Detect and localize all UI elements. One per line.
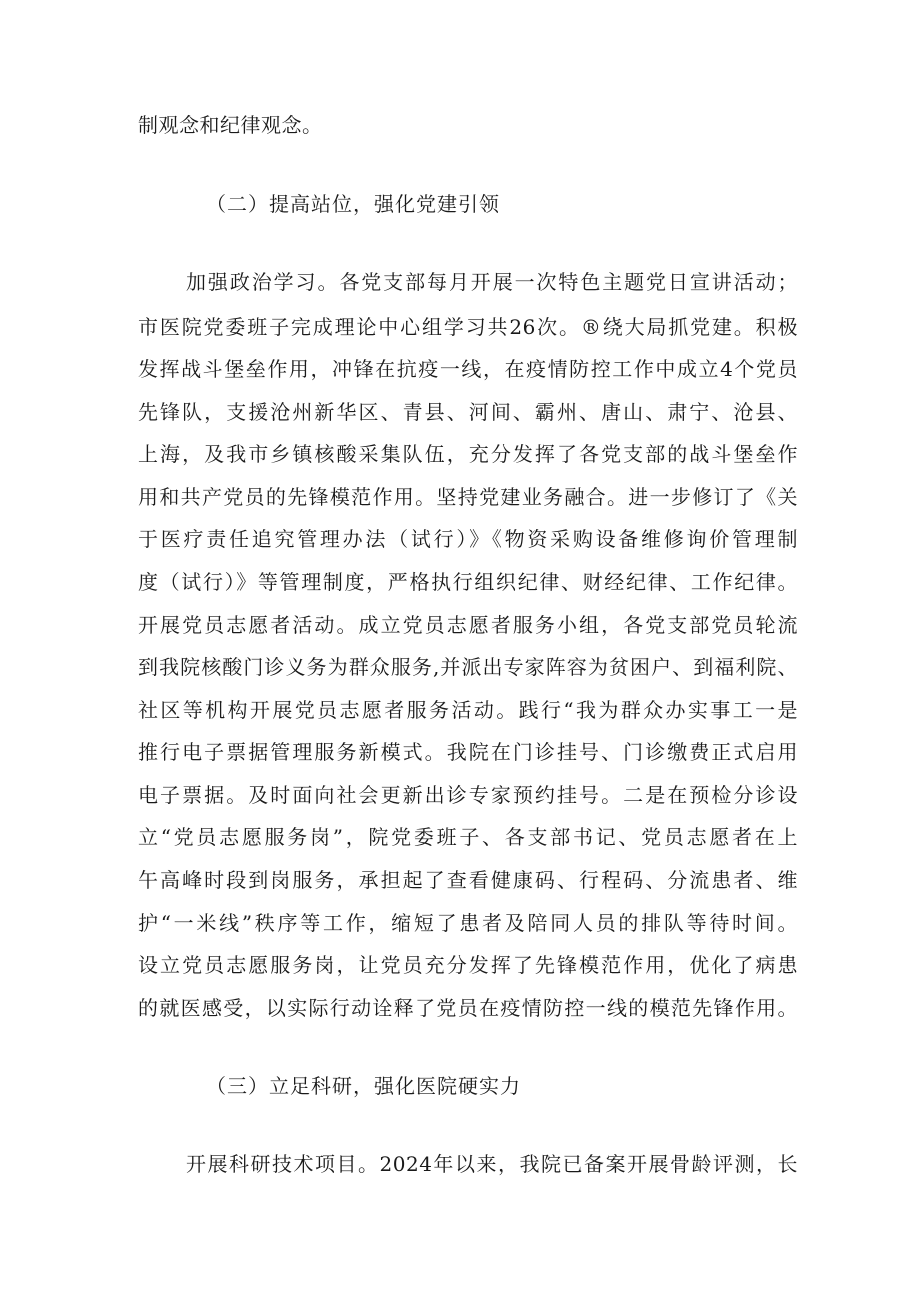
paragraph-line: 的就医感受，以实际行动诠释了党员在疫情防控一线的模范先锋作用。 xyxy=(138,996,798,1020)
paragraph-line: 度（试行）》等管理制度，严格执行组织纪律、财经纪律、工作纪律。 xyxy=(138,570,798,594)
paragraph-tail: 制观念和纪律观念。 xyxy=(138,113,323,137)
paragraph-line: 发挥战斗堡垒作用，冲锋在抗疫一线，在疫情防控工作中成立4个党员 xyxy=(138,357,798,381)
paragraph-line: 护“一米线”秩序等工作，缩短了患者及陪同人员的排队等待时间。 xyxy=(138,911,798,935)
paragraph-line: 午高峰时段到岗服务，承担起了查看健康码、行程码、分流患者、维 xyxy=(138,868,798,892)
paragraph-line: 先锋队，支援沧州新华区、青县、河间、霸州、唐山、肃宁、沧县、 xyxy=(138,400,798,424)
section-heading-3: （三）立足科研，强化医院硬实力 xyxy=(206,1074,521,1098)
paragraph-line: 立“党员志愿服务岗”，院党委班子、各支部书记、党员志愿者在上 xyxy=(138,825,798,849)
paragraph-line: 市医院党委班子完成理论中心组学习共26次。®绕大局抓党建。积极 xyxy=(138,315,798,339)
paragraph-line: 推行电子票据管理服务新模式。我院在门诊挂号、门诊缴费正式启用 xyxy=(138,740,798,764)
paragraph-line: 开展科研技术项目。2024年以来，我院已备案开展骨龄评测，长 xyxy=(186,1152,798,1176)
paragraph-line: 于医疗责任追究管理办法（试行）》《物资采购设备维修询价管理制 xyxy=(138,527,798,551)
paragraph-line: 社区等机构开展党员志愿者服务活动。践行“我为群众办实事工一是 xyxy=(138,698,798,722)
paragraph-line: 开展党员志愿者活动。成立党员志愿者服务小组，各党支部党员轮流 xyxy=(138,613,798,637)
paragraph-line: 加强政治学习。各党支部每月开展一次特色主题党日宣讲活动； xyxy=(186,270,798,294)
paragraph-line: 上海，及我市乡镇核酸采集队伍，充分发挥了各党支部的战斗堡垒作 xyxy=(138,442,798,466)
paragraph-line: 到我院核酸门诊义务为群众服务,并派出专家阵容为贫困户、到福利院、 xyxy=(138,655,798,679)
paragraph-line: 设立党员志愿服务岗，让党员充分发挥了先锋模范作用，优化了病患 xyxy=(138,953,798,977)
paragraph-line: 用和共产党员的先锋模范作用。坚持党建业务融合。进一步修订了《关 xyxy=(138,485,798,509)
section-heading-2: （二）提高站位，强化党建引领 xyxy=(206,192,500,216)
paragraph-line: 电子票据。及时面向社会更新出诊专家预约挂号。二是在预检分诊设 xyxy=(138,783,798,807)
